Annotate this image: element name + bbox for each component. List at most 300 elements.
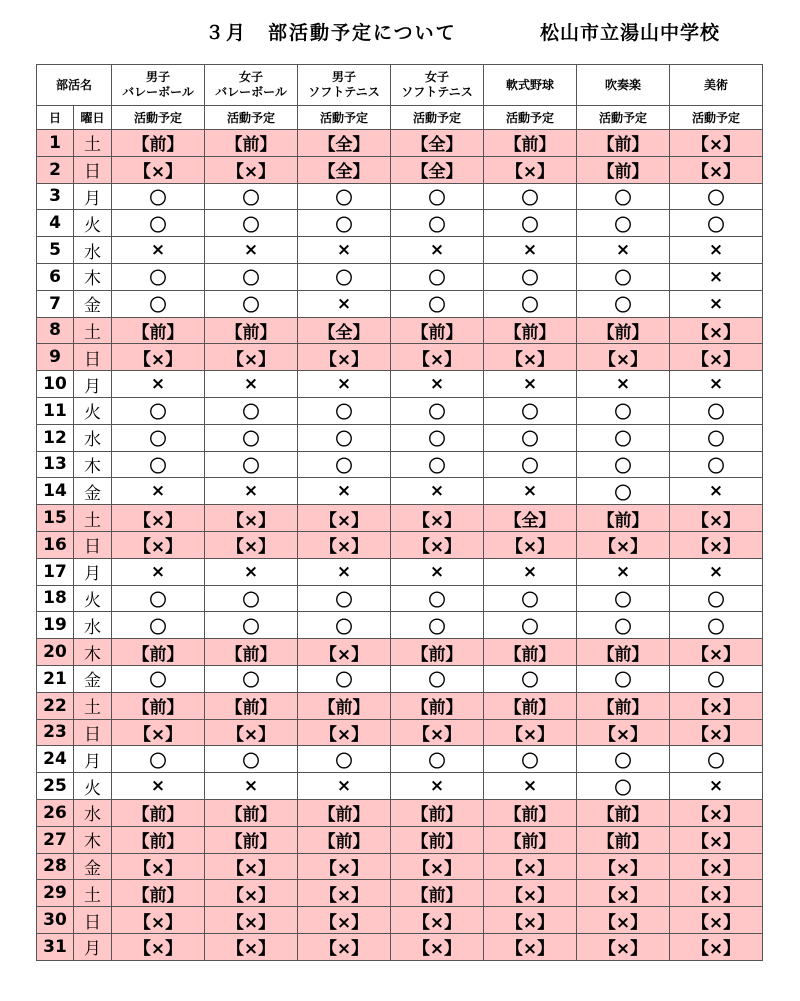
schedule-cell: 〇 — [484, 585, 577, 612]
schedule-cell: × — [670, 558, 763, 585]
schedule-cell: 〇 — [670, 183, 763, 210]
school-name: 松山市立湯山中学校 — [540, 22, 721, 44]
schedule-cell: × — [112, 478, 205, 505]
table-row — [37, 639, 763, 666]
table-row — [37, 880, 763, 907]
schedule-cell: 〇 — [205, 665, 298, 692]
club-header: 女子 バレーボール — [205, 65, 298, 106]
schedule-cell: 【前】 — [577, 317, 670, 344]
schedule-cell: × — [577, 371, 670, 398]
table-row — [37, 505, 763, 532]
schedule-cell: × — [112, 773, 205, 800]
schedule-cell: 【×】 — [112, 853, 205, 880]
schedule-cell: 【前】 — [577, 156, 670, 183]
schedule-cell: 【前】 — [577, 826, 670, 853]
schedule-cell: 【×】 — [484, 907, 577, 934]
schedule-cell: 〇 — [577, 612, 670, 639]
schedule-cell: 【×】 — [391, 853, 484, 880]
schedule-cell: 【×】 — [670, 505, 763, 532]
weekday: 水 — [74, 799, 112, 826]
schedule-cell: 【前】 — [484, 639, 577, 666]
activity-plan-label: 活動予定 — [391, 106, 484, 130]
schedule-cell: 〇 — [484, 424, 577, 451]
table-row — [37, 719, 763, 746]
schedule-cell: 【前】 — [391, 639, 484, 666]
schedule-cell: 【×】 — [298, 907, 391, 934]
schedule-cell: 【前】 — [112, 317, 205, 344]
schedule-cell: 〇 — [298, 424, 391, 451]
table-row — [37, 692, 763, 719]
day-number: 3 — [37, 183, 74, 210]
schedule-cell: 【×】 — [670, 692, 763, 719]
subheader-row — [37, 106, 763, 130]
day-number: 6 — [37, 263, 74, 290]
weekday: 月 — [74, 371, 112, 398]
schedule-cell: 【×】 — [670, 853, 763, 880]
schedule-cell: × — [298, 237, 391, 264]
schedule-cell: 〇 — [298, 746, 391, 773]
schedule-cell: 【×】 — [670, 344, 763, 371]
schedule-cell: 【×】 — [298, 531, 391, 558]
schedule-cell: 【×】 — [670, 880, 763, 907]
schedule-cell: 〇 — [298, 612, 391, 639]
schedule-cell: 【×】 — [298, 853, 391, 880]
table-row — [37, 558, 763, 585]
schedule-cell: 【×】 — [670, 317, 763, 344]
schedule-cell: 【前】 — [484, 317, 577, 344]
schedule-cell: 【×】 — [112, 907, 205, 934]
schedule-table — [36, 64, 763, 961]
schedule-cell: 【×】 — [670, 907, 763, 934]
schedule-cell: 【前】 — [391, 826, 484, 853]
schedule-cell: 【前】 — [205, 692, 298, 719]
day-number: 16 — [37, 531, 74, 558]
schedule-cell: 〇 — [577, 397, 670, 424]
schedule-cell: 【×】 — [484, 531, 577, 558]
activity-plan-label: 活動予定 — [298, 106, 391, 130]
schedule-cell: 〇 — [391, 746, 484, 773]
table-row — [37, 156, 763, 183]
schedule-cell: 【×】 — [298, 639, 391, 666]
schedule-cell: 〇 — [205, 263, 298, 290]
table-row — [37, 531, 763, 558]
day-label: 日 — [37, 106, 74, 130]
schedule-cell: × — [670, 237, 763, 264]
schedule-cell: 〇 — [577, 210, 670, 237]
schedule-cell: × — [391, 773, 484, 800]
schedule-cell: × — [298, 773, 391, 800]
schedule-cell: 〇 — [112, 746, 205, 773]
weekday: 水 — [74, 424, 112, 451]
table-row — [37, 344, 763, 371]
schedule-cell: 【×】 — [298, 933, 391, 960]
schedule-cell: 〇 — [577, 585, 670, 612]
schedule-cell: 【前】 — [391, 880, 484, 907]
table-row — [37, 130, 763, 157]
day-number: 7 — [37, 290, 74, 317]
schedule-cell: 〇 — [298, 451, 391, 478]
table-row — [37, 933, 763, 960]
schedule-cell: 〇 — [484, 746, 577, 773]
schedule-cell: 〇 — [670, 397, 763, 424]
schedule-cell: 【×】 — [670, 933, 763, 960]
schedule-cell: 【×】 — [670, 130, 763, 157]
weekday: 火 — [74, 210, 112, 237]
schedule-cell: 〇 — [391, 397, 484, 424]
schedule-cell: 【前】 — [112, 639, 205, 666]
day-number: 24 — [37, 746, 74, 773]
schedule-cell: 【前】 — [112, 826, 205, 853]
schedule-cell: × — [112, 558, 205, 585]
club-name-label: 部活名 — [37, 65, 112, 106]
schedule-cell: 〇 — [391, 424, 484, 451]
schedule-cell: × — [205, 478, 298, 505]
schedule-cell: 〇 — [484, 210, 577, 237]
weekday: 水 — [74, 237, 112, 264]
schedule-cell: 〇 — [112, 424, 205, 451]
schedule-cell: × — [205, 371, 298, 398]
weekday: 日 — [74, 156, 112, 183]
weekday: 日 — [74, 344, 112, 371]
schedule-cell: 〇 — [112, 397, 205, 424]
table-row — [37, 612, 763, 639]
schedule-cell: 【前】 — [484, 130, 577, 157]
schedule-cell: 〇 — [298, 665, 391, 692]
schedule-cell: 【×】 — [112, 933, 205, 960]
schedule-cell: 【×】 — [484, 853, 577, 880]
schedule-cell: 〇 — [391, 665, 484, 692]
schedule-cell: 〇 — [670, 424, 763, 451]
weekday: 月 — [74, 183, 112, 210]
weekday: 金 — [74, 853, 112, 880]
club-header: 美術 — [670, 65, 763, 106]
weekday: 土 — [74, 130, 112, 157]
day-number: 18 — [37, 585, 74, 612]
schedule-cell: 【×】 — [391, 933, 484, 960]
club-header: 男子 ソフトテニス — [298, 65, 391, 106]
day-number: 14 — [37, 478, 74, 505]
schedule-cell: 〇 — [577, 290, 670, 317]
schedule-cell: 【×】 — [484, 156, 577, 183]
weekday: 日 — [74, 907, 112, 934]
schedule-cell: 【×】 — [484, 880, 577, 907]
schedule-cell: 【×】 — [112, 156, 205, 183]
schedule-cell: 〇 — [205, 451, 298, 478]
day-number: 31 — [37, 933, 74, 960]
schedule-cell: 【前】 — [577, 639, 670, 666]
club-header: 軟式野球 — [484, 65, 577, 106]
day-number: 1 — [37, 130, 74, 157]
day-number: 4 — [37, 210, 74, 237]
day-number: 11 — [37, 397, 74, 424]
schedule-cell: 〇 — [577, 773, 670, 800]
table-row — [37, 665, 763, 692]
schedule-cell: 〇 — [670, 210, 763, 237]
day-number: 23 — [37, 719, 74, 746]
table-row — [37, 451, 763, 478]
weekday: 水 — [74, 612, 112, 639]
schedule-cell: × — [670, 478, 763, 505]
schedule-cell: 〇 — [484, 397, 577, 424]
schedule-cell: 【×】 — [577, 907, 670, 934]
schedule-cell: 【前】 — [205, 639, 298, 666]
schedule-cell: 【×】 — [112, 505, 205, 532]
schedule-cell: 〇 — [391, 263, 484, 290]
schedule-cell: 〇 — [205, 424, 298, 451]
schedule-cell: 〇 — [391, 290, 484, 317]
schedule-cell: × — [391, 558, 484, 585]
schedule-cell: 【前】 — [298, 826, 391, 853]
weekday: 土 — [74, 880, 112, 907]
schedule-cell: 【前】 — [205, 130, 298, 157]
weekday: 火 — [74, 397, 112, 424]
table-row — [37, 478, 763, 505]
schedule-cell: 〇 — [112, 210, 205, 237]
table-row — [37, 290, 763, 317]
schedule-cell: 〇 — [112, 612, 205, 639]
table-row — [37, 371, 763, 398]
schedule-cell: 【全】 — [391, 156, 484, 183]
schedule-cell: × — [484, 478, 577, 505]
schedule-cell: 【×】 — [205, 505, 298, 532]
schedule-cell: 【×】 — [391, 719, 484, 746]
schedule-cell: 【前】 — [112, 130, 205, 157]
schedule-cell: 【×】 — [205, 933, 298, 960]
weekday: 金 — [74, 665, 112, 692]
schedule-cell: 〇 — [670, 585, 763, 612]
schedule-cell: 【×】 — [298, 880, 391, 907]
schedule-cell: 【×】 — [205, 344, 298, 371]
club-header: 吹奏楽 — [577, 65, 670, 106]
schedule-cell: 〇 — [112, 290, 205, 317]
schedule-cell: 【×】 — [205, 853, 298, 880]
day-number: 8 — [37, 317, 74, 344]
schedule-cell: 【×】 — [577, 933, 670, 960]
weekday: 日 — [74, 719, 112, 746]
schedule-cell: 【×】 — [391, 505, 484, 532]
schedule-cell: 【前】 — [205, 317, 298, 344]
schedule-cell: × — [670, 263, 763, 290]
schedule-cell: 【×】 — [298, 719, 391, 746]
weekday: 日 — [74, 531, 112, 558]
schedule-cell: 〇 — [391, 585, 484, 612]
day-number: 13 — [37, 451, 74, 478]
schedule-cell: 【前】 — [112, 692, 205, 719]
schedule-cell: × — [391, 478, 484, 505]
schedule-cell: 〇 — [577, 746, 670, 773]
schedule-cell: 【前】 — [577, 799, 670, 826]
schedule-cell: 〇 — [298, 183, 391, 210]
schedule-cell: 〇 — [112, 585, 205, 612]
day-number: 17 — [37, 558, 74, 585]
day-number: 25 — [37, 773, 74, 800]
schedule-cell: 【前】 — [577, 505, 670, 532]
schedule-cell: 〇 — [112, 263, 205, 290]
weekday: 土 — [74, 317, 112, 344]
schedule-cell: 【×】 — [205, 719, 298, 746]
schedule-cell: 【×】 — [298, 505, 391, 532]
schedule-cell: 【×】 — [298, 344, 391, 371]
schedule-cell: 〇 — [577, 183, 670, 210]
weekday: 火 — [74, 585, 112, 612]
schedule-cell: 〇 — [484, 451, 577, 478]
table-row — [37, 907, 763, 934]
day-number: 9 — [37, 344, 74, 371]
schedule-cell: × — [670, 371, 763, 398]
schedule-cell: 【前】 — [391, 799, 484, 826]
schedule-cell: 〇 — [205, 397, 298, 424]
schedule-cell: 〇 — [298, 210, 391, 237]
day-number: 2 — [37, 156, 74, 183]
schedule-cell: 【×】 — [484, 933, 577, 960]
schedule-cell: 【前】 — [484, 799, 577, 826]
schedule-cell: 【×】 — [670, 719, 763, 746]
schedule-cell: 【前】 — [577, 130, 670, 157]
schedule-cell: × — [670, 773, 763, 800]
schedule-cell: 【×】 — [577, 853, 670, 880]
weekday: 月 — [74, 933, 112, 960]
schedule-cell: 〇 — [670, 665, 763, 692]
schedule-cell: 【×】 — [577, 719, 670, 746]
schedule-cell: 【前】 — [484, 692, 577, 719]
schedule-cell: × — [298, 558, 391, 585]
day-number: 20 — [37, 639, 74, 666]
weekday-label: 曜日 — [74, 106, 112, 130]
schedule-cell: × — [484, 558, 577, 585]
schedule-cell: 〇 — [577, 478, 670, 505]
table-row — [37, 424, 763, 451]
schedule-cell: 【×】 — [205, 531, 298, 558]
activity-plan-label: 活動予定 — [112, 106, 205, 130]
day-number: 29 — [37, 880, 74, 907]
day-number: 21 — [37, 665, 74, 692]
schedule-cell: × — [670, 290, 763, 317]
schedule-cell: 【×】 — [670, 639, 763, 666]
schedule-cell: 〇 — [205, 183, 298, 210]
weekday: 土 — [74, 505, 112, 532]
schedule-cell: 〇 — [670, 612, 763, 639]
weekday: 金 — [74, 478, 112, 505]
table-row — [37, 210, 763, 237]
schedule-cell: 〇 — [484, 263, 577, 290]
table-row — [37, 773, 763, 800]
table-row — [37, 585, 763, 612]
schedule-cell: 【前】 — [112, 880, 205, 907]
weekday: 火 — [74, 773, 112, 800]
table-row — [37, 263, 763, 290]
schedule-cell: 〇 — [577, 451, 670, 478]
schedule-cell: 〇 — [577, 665, 670, 692]
schedule-cell: 【×】 — [112, 344, 205, 371]
schedule-cell: 【全】 — [484, 505, 577, 532]
day-number: 19 — [37, 612, 74, 639]
schedule-cell: 【×】 — [205, 907, 298, 934]
schedule-cell: 【×】 — [577, 880, 670, 907]
schedule-cell: 〇 — [670, 451, 763, 478]
day-number: 12 — [37, 424, 74, 451]
schedule-cell: 【×】 — [670, 799, 763, 826]
schedule-cell: × — [205, 558, 298, 585]
schedule-cell: 【×】 — [391, 344, 484, 371]
schedule-cell: × — [112, 237, 205, 264]
schedule-cell: 〇 — [112, 451, 205, 478]
weekday: 月 — [74, 746, 112, 773]
day-number: 22 — [37, 692, 74, 719]
day-number: 5 — [37, 237, 74, 264]
table-row — [37, 317, 763, 344]
schedule-cell: 【×】 — [577, 344, 670, 371]
schedule-cell: 〇 — [298, 585, 391, 612]
schedule-cell: × — [298, 290, 391, 317]
page-title — [0, 18, 800, 48]
weekday: 金 — [74, 290, 112, 317]
schedule-cell: × — [391, 237, 484, 264]
schedule-cell: 【×】 — [484, 719, 577, 746]
schedule-cell: 【×】 — [391, 907, 484, 934]
schedule-cell: 【全】 — [298, 317, 391, 344]
club-header: 女子 ソフトテニス — [391, 65, 484, 106]
schedule-cell: 【前】 — [298, 799, 391, 826]
schedule-cell: × — [298, 478, 391, 505]
day-number: 26 — [37, 799, 74, 826]
schedule-cell: 〇 — [484, 183, 577, 210]
table-row — [37, 799, 763, 826]
schedule-cell: 〇 — [391, 210, 484, 237]
schedule-cell: × — [205, 237, 298, 264]
day-number: 30 — [37, 907, 74, 934]
schedule-cell: 【前】 — [391, 317, 484, 344]
weekday: 木 — [74, 263, 112, 290]
schedule-cell: × — [205, 773, 298, 800]
schedule-cell: × — [298, 371, 391, 398]
schedule-cell: 【全】 — [391, 130, 484, 157]
schedule-cell: 【×】 — [205, 880, 298, 907]
schedule-cell: 【前】 — [205, 799, 298, 826]
schedule-cell: 【×】 — [112, 719, 205, 746]
schedule-cell: × — [391, 371, 484, 398]
schedule-cell: 【前】 — [298, 692, 391, 719]
schedule-cell: 〇 — [577, 263, 670, 290]
schedule-cell: 【前】 — [484, 826, 577, 853]
table-row — [37, 237, 763, 264]
schedule-cell: 〇 — [577, 424, 670, 451]
weekday: 土 — [74, 692, 112, 719]
schedule-cell: 【全】 — [298, 156, 391, 183]
schedule-cell: 〇 — [205, 612, 298, 639]
day-number: 28 — [37, 853, 74, 880]
schedule-cell: 〇 — [391, 183, 484, 210]
activity-plan-label: 活動予定 — [484, 106, 577, 130]
schedule-cell: 【×】 — [670, 156, 763, 183]
schedule-cell: 〇 — [670, 746, 763, 773]
schedule-cell: 〇 — [205, 210, 298, 237]
schedule-cell: 〇 — [298, 263, 391, 290]
document-title: ３月 部活動予定について — [205, 22, 457, 44]
weekday: 木 — [74, 826, 112, 853]
schedule-cell: 〇 — [484, 665, 577, 692]
weekday: 月 — [74, 558, 112, 585]
schedule-cell: 【前】 — [112, 799, 205, 826]
schedule-cell: 【×】 — [577, 531, 670, 558]
schedule-cell: 【×】 — [484, 344, 577, 371]
schedule-cell: × — [112, 371, 205, 398]
schedule-cell: × — [577, 237, 670, 264]
schedule-cell: 【×】 — [205, 156, 298, 183]
schedule-cell: 〇 — [391, 451, 484, 478]
club-header: 男子 バレーボール — [112, 65, 205, 106]
schedule-cell: 〇 — [112, 665, 205, 692]
table-row — [37, 397, 763, 424]
